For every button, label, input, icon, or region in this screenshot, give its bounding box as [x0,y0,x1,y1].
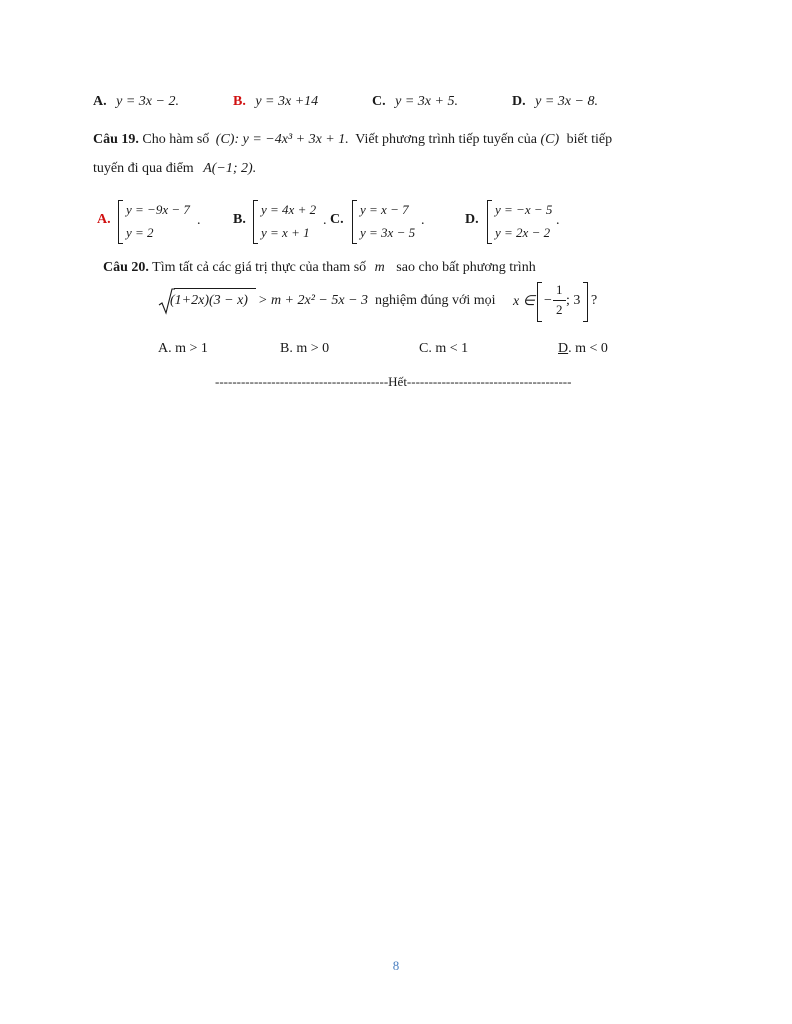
question-text: nghiệm đúng với mọi [375,293,496,308]
option-label: D. [465,212,479,227]
option-label: B. [233,212,246,227]
option-label: D. [512,94,526,109]
system-top-eq: y = x − 7 [360,202,409,217]
end-marker: ----------------------------------------Hết-------------------------------------- [215,374,572,389]
option-text: m < 1 [435,341,469,356]
option-label: A. [93,94,107,109]
point-expr: A(−1; 2). [203,161,257,176]
option-text: m > 1 [175,341,208,356]
q20-option-a [158,341,208,357]
question-text: Cho hàm số [142,132,210,147]
option-label: A. [97,212,111,227]
fraction-denominator: 2 [556,302,563,317]
q18-option-d [512,94,598,110]
option-label: D [558,341,569,356]
system-top-eq: y = −9x − 7 [126,202,190,217]
interval-end: ; 3 [566,293,581,308]
radical-overbar [174,288,256,289]
question-label: Câu 19. [93,132,139,147]
fraction-sign: − [544,293,552,308]
q18-option-b [233,94,318,110]
question-label: Câu 20. [103,260,149,275]
option-label: A. [158,341,172,356]
option-label: C. [330,212,344,227]
option-label: C. [372,94,386,109]
option-expr: y = 3x − 2. [116,94,179,109]
domain-expr: x ∈ [513,294,535,309]
system-bottom-eq: y = 2 [126,225,154,240]
question-text: biết tiếp [566,132,613,147]
q20-line1 [103,260,536,276]
q18-option-c [372,94,458,110]
question-text: tuyến đi qua điểm [93,161,194,176]
question-text: sao cho bất phương trình [396,260,536,275]
radicand-expr: (1+2x)(3 − x) [170,293,248,308]
interval-right-bracket [583,282,588,322]
system-bracket [487,200,492,244]
system-bottom-eq: y = 2x − 2 [495,225,551,240]
option-end: . [323,213,327,228]
option-label: C. [419,341,432,356]
q19-line1 [93,132,612,148]
function-expr: (C): y = −4x³ + 3x + 1. [215,132,349,147]
question-text: Tìm tất cả các giá trị thực của tham số [152,260,367,275]
option-label: B. [280,341,293,356]
question-mark: ? [591,293,598,308]
q19-line2 [93,161,256,177]
fraction-bar [553,300,566,301]
q20-option-d [558,341,608,357]
system-bracket [253,200,258,244]
option-end: . [197,213,201,228]
q20-option-b [280,341,329,357]
page-number: 8 [392,958,400,973]
question-text: Viết phương trình tiếp tuyến của [355,132,537,147]
curve-name: (C) [540,132,560,147]
option-text: . m < 0 [568,341,608,356]
option-text: m > 0 [296,341,330,356]
option-expr: y = 3x + 5. [395,94,458,109]
param-symbol: m [374,260,385,275]
system-bottom-eq: y = 3x − 5 [360,225,416,240]
option-end: . [421,213,425,228]
option-label: B. [233,94,246,109]
option-expr: y = 3x − 8. [535,94,598,109]
q18-option-a [93,94,179,110]
option-expr: y = 3x +14 [255,94,319,109]
system-top-eq: y = −x − 5 [495,202,553,217]
interval-left-bracket [537,282,542,322]
option-end: . [556,213,560,228]
fraction-numerator: 1 [556,282,563,297]
system-bottom-eq: y = x + 1 [261,225,310,240]
system-bracket [352,200,357,244]
q20-option-c [419,341,468,357]
system-top-eq: y = 4x + 2 [261,202,317,217]
system-bracket [118,200,123,244]
inequality-rhs: > m + 2x² − 5x − 3 [258,293,369,308]
